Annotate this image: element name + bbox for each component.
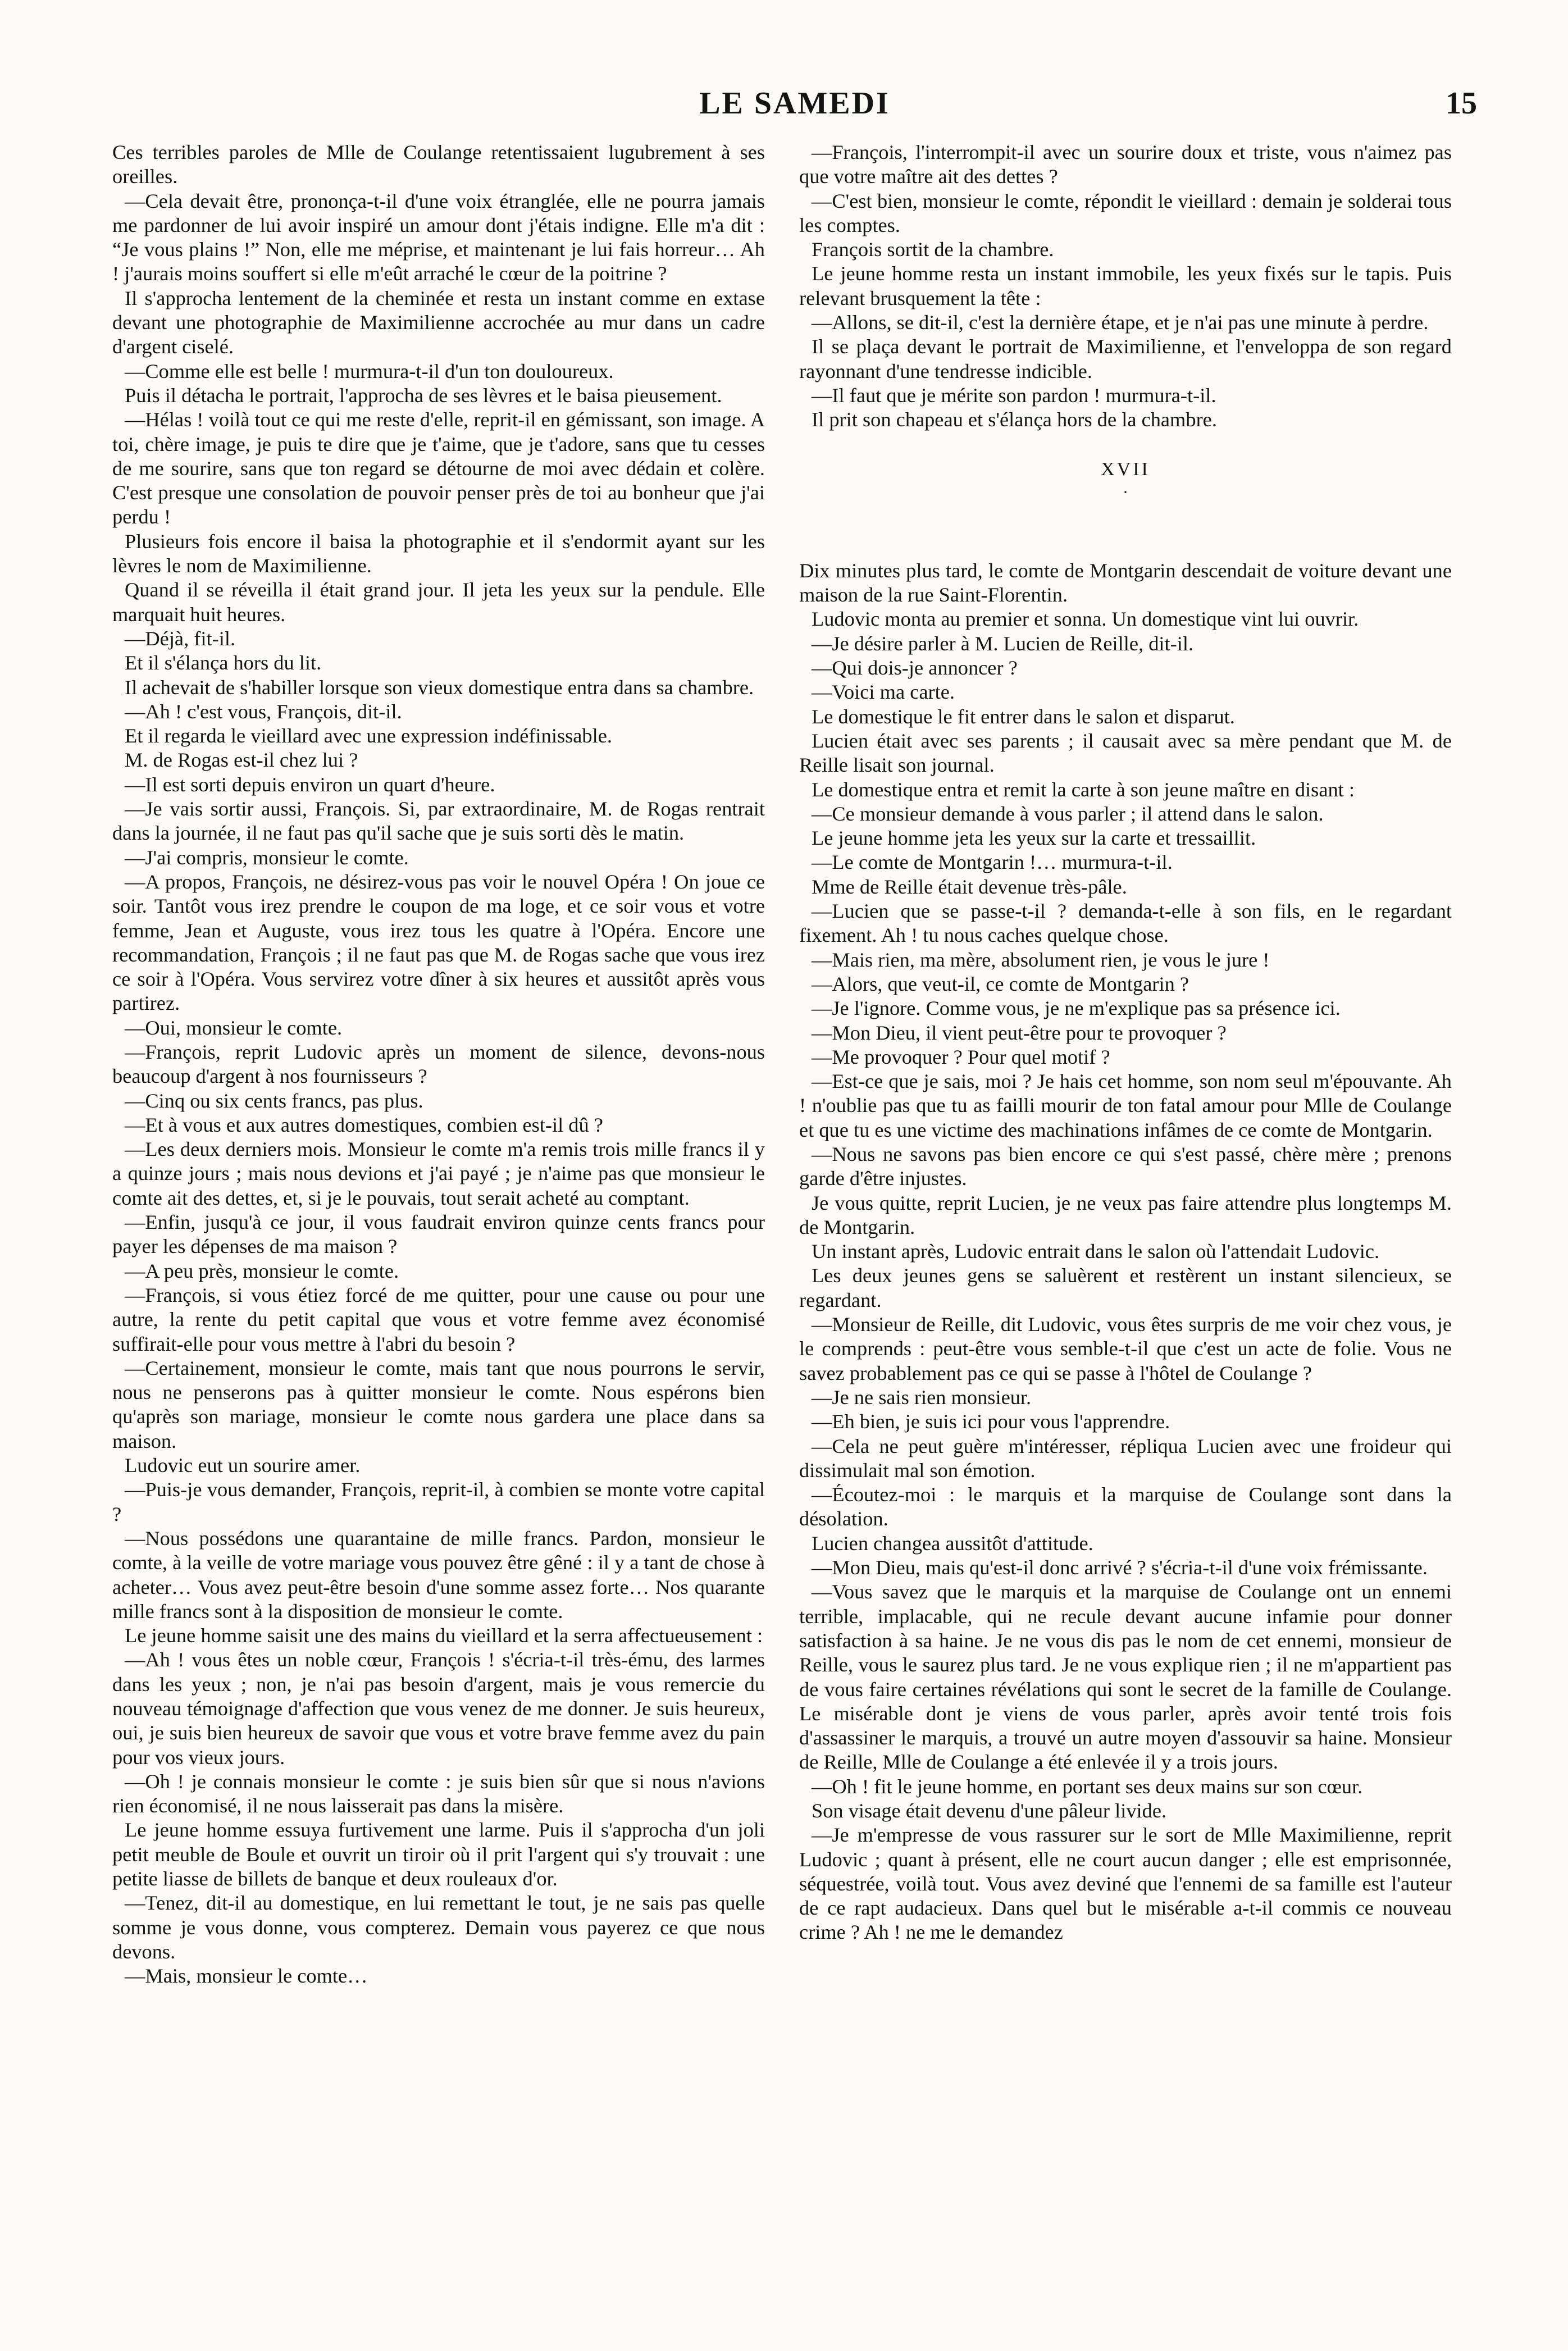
paragraph: Le domestique le fit entrer dans le salon et disparut.: [812, 705, 1235, 728]
paragraph: —François, si vous étiez forcé de me quitter, pour une cause ou pour une autre, la rente du petit capital que vous et votre femme avez économisé suffirait-elle pour vous mettre à l'abri du besoin ?: [112, 1283, 765, 1355]
paragraph: M. de Rogas est-il chez lui ?: [125, 749, 358, 772]
paragraph: —Comme elle est belle ! murmura-t-il d'un ton douloureux.: [125, 359, 614, 382]
paragraph: Le jeune homme jeta les yeux sur la carte et tressaillit.: [812, 827, 1256, 850]
paragraph: —Je l'ignore. Comme vous, je ne m'explique pas sa présence ici.: [812, 997, 1341, 1020]
paragraph: —Déjà, fit-il.: [125, 627, 236, 650]
chapter-ornament: ·: [1123, 482, 1128, 502]
paragraph: Le jeune homme resta un instant immobile, les yeux fixés sur le tapis. Puis relevant brusquement la tête :: [799, 262, 1452, 309]
paragraph: Il prit son chapeau et s'élança hors de la chambre.: [812, 408, 1217, 431]
paragraph: —J'ai compris, monsieur le comte.: [125, 846, 409, 869]
paragraph: —Nous possédons une quarantaine de mille francs. Pardon, monsieur le comte, à la veille de votre mariage vous pouvez être gêné : il y a tant de chose à acheter… Vous avez peut-être besoin d'une somme assez forte… Nos quarante mille francs sont à la disposition de monsieur le comte.: [112, 1527, 765, 1623]
paragraph: —Alors, que veut-il, ce comte de Montgarin ?: [812, 972, 1189, 995]
paragraph: —Tenez, dit-il au domestique, en lui remettant le tout, je ne sais pas quelle somme je vous donne, vous compterez. Demain vous payerez ce que nous devons.: [112, 1892, 765, 1963]
paragraph: Le jeune homme saisit une des mains du vieillard et la serra affectueusement :: [125, 1624, 763, 1647]
paragraph: —Et à vous et aux autres domestiques, combien est-il dû ?: [125, 1113, 603, 1136]
paragraph: —Cela devait être, prononça-t-il d'une voix étranglée, elle ne pourra jamais me pardonner de lui avoir inspiré un amour dont j'étais indigne. Elle m'a dit : “Je vous plains !” Non, elle me méprise, et maintenant je lui fais horreur… Ah ! j'aurais moins souffert si elle m'eût arraché le cœur de la poitrine ?: [112, 189, 765, 285]
paragraph: —Monsieur de Reille, dit Ludovic, vous êtes surpris de me voir chez vous, je le comprends : peut-être vous semble-t-il que c'est un acte de folie. Vous ne savez probablement pas ce qui se passe à l'hôtel de Coulange ?: [799, 1313, 1452, 1384]
paragraph: —Ah ! c'est vous, François, dit-il.: [125, 700, 402, 723]
paragraph: —C'est bien, monsieur le comte, répondit le vieillard : demain je solderai tous les comptes.: [799, 189, 1452, 236]
paragraph: —Il faut que je mérite son pardon ! murmura-t-il.: [812, 384, 1216, 407]
paragraph: Ces terribles paroles de Mlle de Coulange retentissaient lugubrement à ses oreilles.: [112, 141, 765, 188]
paragraph: —A propos, François, ne désirez-vous pas voir le nouvel Opéra ! On joue ce soir. Tantôt vous irez prendre le coupon de ma loge, et ce soir vous et votre femme, Jean et Auguste, vous irez tous les quatre à l'Opéra. Encore une recommandation, François ; il ne faut pas que M. de Rogas sache que vous irez ce soir à l'Opéra. Vous servirez votre dîner à six heures et aussitôt après vous partirez.: [112, 870, 765, 1015]
paragraph: Lucien était avec ses parents ; il causait avec sa mère pendant que M. de Reille lisait son journal.: [799, 729, 1452, 777]
paragraph: Il s'approcha lentement de la cheminée et resta un instant comme en extase devant une photographie de Maximilienne accrochée au mur dans un cadre d'argent ciselé.: [112, 286, 765, 358]
paragraph: —Ah ! vous êtes un noble cœur, François ! s'écria-t-il très-ému, des larmes dans les yeux ; non, je n'ai pas besoin d'argent, mais je vous remercie du nouveau témoignage d'affection que vous venez de me donner. Je suis heureux, oui, je suis bien heureux de savoir que vous et votre brave femme avez du pain pour vos vieux jours.: [112, 1648, 765, 1769]
paragraph: —Mais rien, ma mère, absolument rien, je vous le jure !: [812, 948, 1270, 971]
paragraph: —Oh ! fit le jeune homme, en portant ses deux mains sur son cœur.: [812, 1775, 1363, 1798]
paragraph: Ludovic eut un sourire amer.: [125, 1454, 361, 1477]
paragraph: —Hélas ! voilà tout ce qui me reste d'elle, reprit-il en gémissant, son image. A toi, chère image, je puis te dire que je t'aime, que je t'adore, sans que tu cesses de me sourire, sans que ton regard se détourne de moi avec dédain et colère. C'est presque une consolation de pouvoir penser près de toi au bonheur que j'ai perdu !: [112, 408, 765, 528]
paragraph: —Cela ne peut guère m'intéresser, répliqua Lucien avec une froideur qui dissimulait mal son émotion.: [799, 1434, 1452, 1482]
paragraph: —Il est sorti depuis environ un quart d'heure.: [125, 773, 495, 796]
paragraph: Un instant après, Ludovic entrait dans le salon où l'attendait Ludovic.: [812, 1240, 1380, 1263]
paragraph: —François, l'interrompit-il avec un sourire doux et triste, vous n'aimez pas que votre maître ait des dettes ?: [799, 141, 1452, 188]
paragraph: —Vous savez que le marquis et la marquise de Coulange ont un ennemi terrible, implacable, qui ne recule devant aucune infamie pour donner satisfaction à sa haine. Je ne vous dis pas le nom de cet ennemi, monsieur de Reille, vous le saurez plus tard. Je ne vous explique rien ; il ne m'appartient pas de vous faire certaines révélations qui sont le secret de la famille de Coulange. Le misérable dont je viens de vous parler, après avoir tenté trois fois d'assassiner le marquis, a trouvé un autre moyen d'assouvir sa haine. Monsieur de Reille, Mlle de Coulange a été enlevée il y a trois jours.: [799, 1580, 1452, 1774]
paragraph: —Puis-je vous demander, François, reprit-il, à combien se monte votre capital ?: [112, 1478, 765, 1525]
paragraph: Il se plaça devant le portrait de Maximilienne, et l'enveloppa de son regard rayonnant d'une tendresse indicible.: [799, 335, 1452, 382]
paragraph: —Qui dois-je annoncer ?: [812, 657, 1018, 680]
paragraph: Ludovic monta au premier et sonna. Un domestique vint lui ouvrir.: [812, 608, 1359, 631]
paragraph: —Je vais sortir aussi, François. Si, par extraordinaire, M. de Rogas rentrait dans la journée, il ne faut pas qu'il sache que je suis sorti dès le matin.: [112, 798, 765, 845]
paragraph: —Les deux derniers mois. Monsieur le comte m'a remis trois mille francs il y a quinze jours ; mais nous devions et j'ai payé ; je n'aime pas que monsieur le comte ait des dettes, et, si je le pouvais, tout serait acheté au comptant.: [112, 1138, 765, 1209]
paragraph: —Oh ! je connais monsieur le comte : je suis bien sûr que si nous n'avions rien économisé, il ne nous laisserait pas dans la misère.: [112, 1770, 765, 1817]
paragraph: Le jeune homme essuya furtivement une larme. Puis il s'approcha d'un joli petit meuble de Boule et ouvrit un tiroir où il prit l'argent qui s'y trouvait : une petite liasse de billets de banque et deux rouleaux d'or.: [112, 1819, 765, 1890]
paragraph: —Écoutez-moi : le marquis et la marquise de Coulange sont dans la désolation.: [799, 1483, 1452, 1530]
paragraph: —Mon Dieu, mais qu'est-il donc arrivé ? s'écria-t-il d'une voix frémissante.: [812, 1556, 1428, 1579]
left-column: [112, 140, 765, 2308]
page-number: 15: [1446, 86, 1477, 121]
paragraph: Puis il détacha le portrait, l'approcha de ses lèvres et le baisa pieusement.: [125, 384, 722, 407]
paragraph: —Je désire parler à M. Lucien de Reille, dit-il.: [812, 632, 1194, 655]
paragraph: Quand il se réveilla il était grand jour. Il jeta les yeux sur la pendule. Elle marquait huit heures.: [112, 578, 765, 626]
paragraph: —Je ne sais rien monsieur.: [812, 1386, 1032, 1409]
paragraph: —A peu près, monsieur le comte.: [125, 1259, 399, 1282]
page-header: [112, 85, 1477, 125]
paragraph: Je vous quitte, reprit Lucien, je ne veux pas faire attendre plus longtemps M. de Montgarin.: [799, 1191, 1452, 1238]
paragraph: —Certainement, monsieur le comte, mais tant que nous pourrons le servir, nous ne penserons pas à quitter monsieur le comte. Nous espérons bien qu'après son mariage, monsieur le comte nous gardera une place dans sa maison.: [112, 1356, 765, 1452]
paragraph: Plusieurs fois encore il baisa la photographie et il s'endormit ayant sur les lèvres le nom de Maximilienne.: [112, 530, 765, 577]
chapter-number: XVII: [1101, 458, 1150, 480]
paragraph: —Cinq ou six cents francs, pas plus.: [125, 1089, 423, 1112]
paragraph: François sortit de la chambre.: [812, 238, 1054, 261]
paragraph: —Enfin, jusqu'à ce jour, il vous faudrait environ quinze cents francs pour payer les dépenses de ma maison ?: [112, 1211, 765, 1258]
paragraph: Lucien changea aussitôt d'attitude.: [812, 1532, 1093, 1555]
paragraph: Le domestique entra et remit la carte à son jeune maître en disant :: [812, 778, 1355, 801]
paragraph: Il achevait de s'habiller lorsque son vieux domestique entra dans sa chambre.: [125, 676, 754, 699]
paragraph: —Nous ne savons pas bien encore ce qui s'est passé, chère mère ; prenons garde d'être injustes.: [799, 1142, 1452, 1190]
paragraph: —Lucien que se passe-t-il ? demanda-t-elle à son fils, en le regardant fixement. Ah ! tu nous caches quelque chose.: [799, 900, 1452, 947]
paragraph: —François, reprit Ludovic après un moment de silence, devons-nous beaucoup d'argent à nos fournisseurs ?: [112, 1040, 765, 1088]
paragraph: Et il s'élança hors du lit.: [125, 651, 322, 675]
paragraph: —Ce monsieur demande à vous parler ; il attend dans le salon.: [812, 802, 1324, 825]
right-column: [799, 140, 1452, 2308]
running-title: LE SAMEDI: [699, 86, 890, 121]
paragraph: —Est-ce que je sais, moi ? Je hais cet homme, son nom seul m'épouvante. Ah ! n'oublie pas que tu as failli mourir de ton fatal amour pour Mlle de Coulange et que tu es une victime des machinations infâmes de ce comte de Montgarin.: [799, 1070, 1452, 1141]
paragraph: —Mais, monsieur le comte…: [125, 1965, 368, 1988]
paragraph: —Me provoquer ? Pour quel motif ?: [812, 1045, 1110, 1068]
paragraph: —Mon Dieu, il vient peut-être pour te provoquer ?: [812, 1021, 1227, 1044]
paragraph: Les deux jeunes gens se saluèrent et restèrent un instant silencieux, se regardant.: [799, 1264, 1452, 1311]
paragraph: Mme de Reille était devenue très-pâle.: [812, 875, 1127, 898]
paragraph: —Voici ma carte.: [812, 681, 955, 704]
paragraph: —Je m'empresse de vous rassurer sur le sort de Mlle Maximilienne, reprit Ludovic ; quant à présent, elle ne court aucun danger ; elle est emprisonnée, séquestrée, voilà tout. Vous avez deviné que l'ennemi de sa famille est l'auteur de ce rapt audacieux. Dans quel but le misérable a-t-il commis ce nouveau crime ? Ah ! ne me le demandez: [799, 1824, 1452, 1944]
paragraph: —Allons, se dit-il, c'est la dernière étape, et je n'ai pas une minute à perdre.: [812, 311, 1429, 334]
paragraph: —Eh bien, je suis ici pour vous l'apprendre.: [812, 1410, 1170, 1433]
paragraph: Et il regarda le vieillard avec une expression indéfinissable.: [125, 725, 612, 748]
paragraph: Son visage était devenu d'une pâleur livide.: [812, 1799, 1167, 1822]
paragraph: —Le comte de Montgarin !… murmura-t-il.: [812, 851, 1173, 874]
paragraph: Dix minutes plus tard, le comte de Montgarin descendait de voiture devant une maison de la rue Saint-Florentin.: [799, 559, 1452, 607]
paragraph: —Oui, monsieur le comte.: [125, 1016, 343, 1039]
